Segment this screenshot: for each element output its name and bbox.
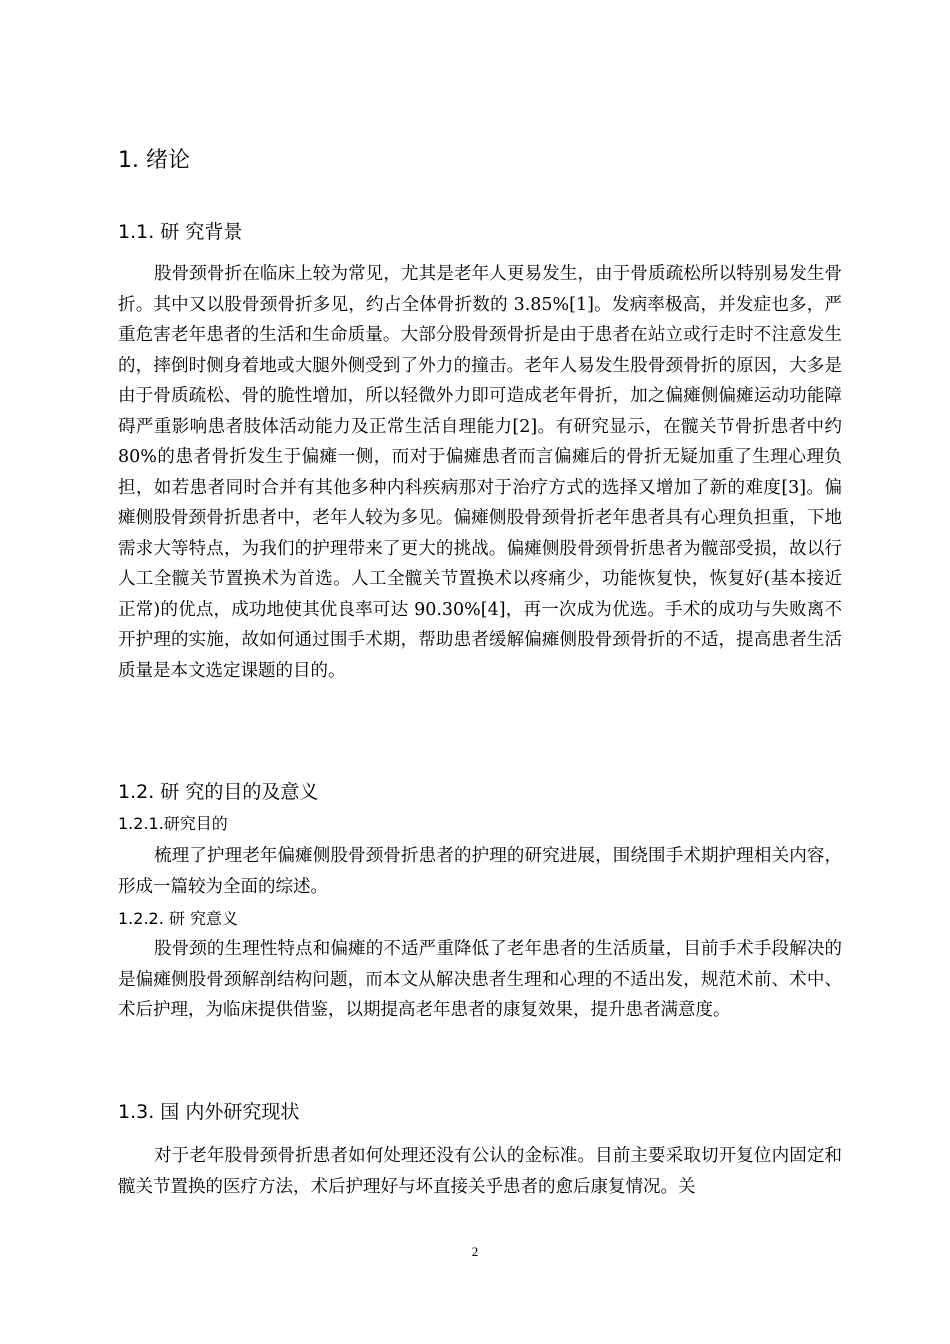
paragraph-significance: 股骨颈的生理性特点和偏瘫的不适严重降低了老年患者的生活质量，目前手术手段解决的是偏瘫侧股骨颈解剖结构问题，而本文从解决患者生理和心理的不适出发，规范术前、术中、术后护理，为临床提供借鉴，以期提高老年患者的康复效果，提升患者满意度。 <box>118 939 842 1020</box>
chapter-heading: 1. 绪论 <box>118 148 190 173</box>
subsection-heading-1-2-2: 1.2.2. 研 究意义 <box>118 909 238 928</box>
section-heading-1-3: 1.3. 国 内外研究现状 <box>118 1101 300 1123</box>
section-heading-1-1: 1.1. 研 究背景 <box>118 221 243 243</box>
page-number: 2 <box>471 1244 479 1259</box>
section-heading-1-2: 1.2. 研 究的目的及意义 <box>118 781 319 803</box>
subsection-heading-1-2-1: 1.2.1.研究目的 <box>118 814 228 833</box>
paragraph-background: 股骨颈骨折在临床上较为常见，尤其是老年人更易发生，由于骨质疏松所以特别易发生骨折。其中又以股骨颈骨折多见，约占全体骨折数的 3.85%[1]。发病率极高，并发症也多，严重危害老年患者的生活和生命质量。大部分股骨颈骨折是由于患者在站立或行走时不注意发生的，摔倒时侧身着地或大腿外侧受到了外力的撞击。老年人易发生股骨颈骨折的原因，大多是由于骨质疏松、骨的脆性增加，所以轻微外力即可造成老年骨折，加之偏瘫侧偏瘫运动功能障碍严重影响患者肢体活动能力及正常生活自理能力[2]。有研究显示，在髋关节骨折患者中约 80%的患者骨折发生于偏瘫一侧，而对于偏瘫患者而言偏瘫后的骨折无疑加重了生理心理负担，如若患者同时合并有其他多种内科疾病那对于治疗方式的选择又增加了新的难度[3]。偏瘫侧股骨颈骨折患者中，老年人较为多见。偏瘫侧股骨颈骨折老年患者具有心理负担重，下地需求大等特点，为我们的护理带来了更大的挑战。偏瘫侧股骨颈骨折患者为髋部受损，故以行人工全髋关节置换术为首选。人工全髋关节置换术以疼痛少，功能恢复快，恢复好(基本接近正常)的优点，成功地使其优良率可达 90.30%[4]，再一次成为优选。手术的成功与失败离不开护理的实施，故如何通过围手术期，帮助患者缓解偏瘫侧股骨颈骨折的不适，提高患者生活质量是本文选定课题的目的。 <box>118 264 842 681</box>
paragraph-research-status: 对于老年股骨颈骨折患者如何处理还没有公认的金标准。目前主要采取切开复位内固定和髋关节置换的医疗方法，术后护理好与坏直接关乎患者的愈后康复情况。关 <box>118 1146 842 1197</box>
paragraph-purpose: 梳理了护理老年偏瘫侧股骨颈骨折患者的护理的研究进展，围绕围手术期护理相关内容，形成一篇较为全面的综述。 <box>118 846 842 897</box>
